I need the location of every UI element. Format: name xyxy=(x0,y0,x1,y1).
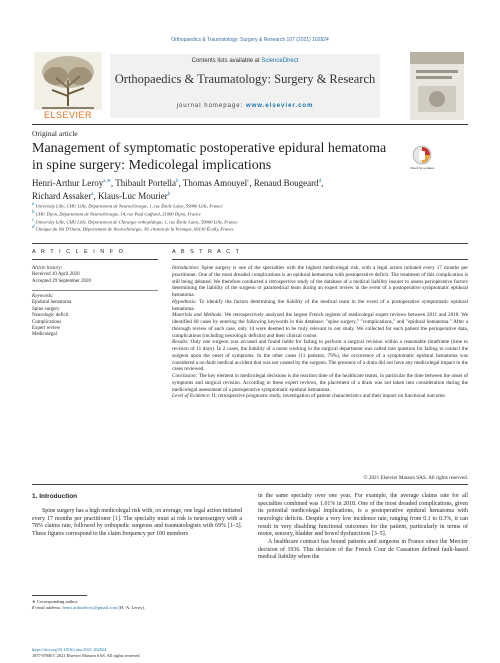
article-history xyxy=(32,266,158,285)
info-top-divider xyxy=(32,243,468,244)
article-info-divider xyxy=(32,259,158,260)
article-info-heading: A R T I C L E I N F O xyxy=(32,249,125,255)
journal-title: Orthopaedics & Traumatology: Surgery & Research xyxy=(114,72,376,86)
elsevier-tree-logo-icon xyxy=(32,52,104,120)
abstract-bottom-divider xyxy=(32,484,468,485)
keyword: Medicolegal xyxy=(32,332,57,338)
publisher-name: ELSEVIER xyxy=(43,110,93,120)
keyword: Neurologic deficit xyxy=(32,313,69,319)
sciencedirect-link[interactable]: ScienceDirect xyxy=(261,58,299,64)
article-title: Management of symptomatic postoperative epidural hematoma in spine surgery: Medicolegal implications xyxy=(32,141,387,173)
masthead xyxy=(110,54,380,118)
author[interactable]: Renaud Bougeard$^d$ xyxy=(253,178,322,188)
abstract-hypothesis: Hypothesis: To identify the factors determining the liability of the medical team in the event of a postoperative symptomatic epidural hematoma. xyxy=(172,298,469,312)
issn-copyright: 1877-0568/© 2021 Elsevier Masson SAS. All rights reserved. xyxy=(32,652,141,658)
copyright: © 2021 Elsevier Masson SAS. All rights reserved. xyxy=(363,475,468,481)
keyword: Complications xyxy=(32,319,62,325)
abstract-results: Results: Only one surgeon was accused and found liable for failing to perform a surgical revision within a reasonable timeframe (time to revision of 11 days). In 2 cases, the liability of a nurse working in the surgical department was called into question for failing to contact the surgeon upon the onset of symptoms. In the other cases (11 patients, 79%), the occurrence of a symptomatic epidural hematoma was considered a no-fault medical accident that was not caused by the surgeon. The presence of a drain did not have any medicolegal impact in the cases reviewed. xyxy=(172,339,469,373)
keywords-label: Keywords: xyxy=(32,294,54,299)
contents-line xyxy=(110,58,380,64)
homepage-line xyxy=(110,103,380,109)
abstract-heading: A B S T R A C T xyxy=(172,249,241,255)
intro-paragraph: in the same specialty over one year. For example, the average claims rate for all specialties combined was 1.01% in 2018. One of the most dreaded complications, given its potential medicolegal implications, is a postoperative epidural hematoma with neurologic deficits. Despite a very low incidence rate, ranging from 0.1 to 0.3%, it can result in very disabling functional outcomes for the patient, particularly in terms of motor, sensory, bladder and bowel dysfunctions [3–5]. xyxy=(258,493,468,538)
keyword: Expert review xyxy=(32,326,61,332)
contents-prefix: Contents lists available at xyxy=(191,58,262,64)
homepage-link[interactable]: www.elsevier.com xyxy=(245,103,314,109)
affiliation: $^d$ Clinique du Val D'Ouest, Département de Neurochirurgie, 39, chemin de la Vernique, 69130 Écully, France xyxy=(32,225,234,233)
abstract-divider xyxy=(172,259,468,260)
history-label: Article history: xyxy=(32,266,63,271)
abstract-methods: Materials and Methods: We retrospectively analyzed the largest French register of medicolegal expert reviews between 2011 and 2018. We identified 68 cases by entering the following keywords in this database: "spine surgery," "complications," and "epidural hematoma." After a thorough review of each case, only 14 were deemed to be truly relevant to our study. We collected for each patient the perioperative data, complications (including neurologic deficits) and their clinical course. xyxy=(172,312,469,339)
corresponding-author-note: ∗ Corresponding author. xyxy=(32,599,79,604)
header-divider xyxy=(32,124,468,125)
section-heading-introduction: 1. Introduction xyxy=(32,493,78,500)
intro-paragraph: A healthcare contract has bound patients and surgeons in France since the Mercier decision of 1936. This decision of the French Cour de Cassation defined fault-based medical liability when the xyxy=(258,538,468,561)
email-note: E-mail address: henri.arthurleroy@gmail.com (H.-A. Leroy). xyxy=(32,605,146,610)
author-list: Henri-Arthur Leroy$^{a,∗}$, Thibault Portella$^b$, Thomas Amouyel$^c$, Renaud Bougeard$^d$, Richard Assaker$^a$, Klaus-Luc Mourier$^b$ xyxy=(32,178,324,201)
homepage-prefix: journal homepage: xyxy=(176,103,246,109)
author[interactable]: Thibault Portella$^b$ xyxy=(115,178,179,188)
keywords-block xyxy=(32,294,158,339)
crossmark-check-for-updates-icon[interactable] xyxy=(410,145,434,173)
doi-link[interactable]: https://doi.org/10.1016/j.otsr.2021.102824 xyxy=(32,647,107,652)
intro-left-column xyxy=(32,508,242,539)
article-type: Original article xyxy=(32,129,78,138)
author[interactable]: Thomas Amouyel$^c$ xyxy=(182,178,250,188)
intro-right-column xyxy=(258,493,468,562)
affiliations xyxy=(32,202,462,233)
journal-cover-thumbnail xyxy=(392,52,468,120)
abstract-conclusion: Conclusion: The key element in medicolegal decisions is the reaction time of the healthcare teams, in particular the time between the onset of symptoms and surgical revision. According to these expert reviews, the placement of a drain was not taken into consideration during the medicolegal assessment of a postoperative symptomatic epidural hematoma. xyxy=(172,373,469,393)
intro-paragraph: Spine surgery has a high medicolegal risk with, on average, one legal action initiated every 17 months per practitioner [1]. The specialty must at risk is neurosurgery with a 78% claims rate, followed by orthopedic surgeons and traumatologists with 69% [1–3]. These figures correspond to the claim frequency per 100 members xyxy=(32,508,242,537)
journal-header xyxy=(32,52,468,120)
footnotes xyxy=(32,599,242,611)
affiliation: $^c$ University Lille, CHU Lille, Département de Chirurgie orthopédique, 1, rue Émile Laine, 59000 Lille, France xyxy=(32,217,238,225)
affiliation: $^a$ University Lille, CHU Lille, Département de Neurochirurgie, 1, rue Émile Laine, 59000 Lille, France xyxy=(32,202,223,209)
received-date: Received 10 April 2020 xyxy=(32,272,80,278)
journal-reference: Orthopaedics & Traumatology: Surgery & Research 107 (2021) 102824 xyxy=(171,37,329,43)
keyword: Epidural hematoma xyxy=(32,300,72,306)
author[interactable]: Henri-Arthur Leroy$^{a,∗}$ xyxy=(32,178,111,188)
accepted-date: Accepted 29 September 2020 xyxy=(32,278,92,284)
crossmark-label: Check for updates xyxy=(410,166,434,170)
abstract-body xyxy=(172,265,468,400)
abstract-evidence: Level of Evidence: II; retrospective prognostic study, investigation of patient characteristics and their impact on functional outcome. xyxy=(172,393,446,400)
affiliation: $^b$ CHU Dijon, Département de Neurochirurgie, 14, rue Paul Gaffarel, 21000 Dijon, France xyxy=(32,209,201,217)
abstract-introduction: Introduction: Spine surgery is one of the specialties with the highest medicolegal risk, with a legal action initiated every 17 months per practitioner. One of the most dreaded complications is an epidural hematoma with postoperative deficit. The treatment of this complication is still being debated. We therefore conducted a retrospective study of the database of a medical liability insurer to assess perioperative factors determining the liability of the surgeon or paramedical team during an expert review in the event of a postoperative symptomatic epidural hematoma. xyxy=(172,265,469,298)
author[interactable]: Klaus-Luc Mourier$^b$ xyxy=(97,191,171,201)
page-footer xyxy=(32,647,262,659)
keyword: Spine surgery xyxy=(32,306,60,312)
author[interactable]: Richard Assaker$^a$ xyxy=(32,191,94,201)
email-link[interactable]: henri.arthurleroy@gmail.com xyxy=(62,605,118,610)
